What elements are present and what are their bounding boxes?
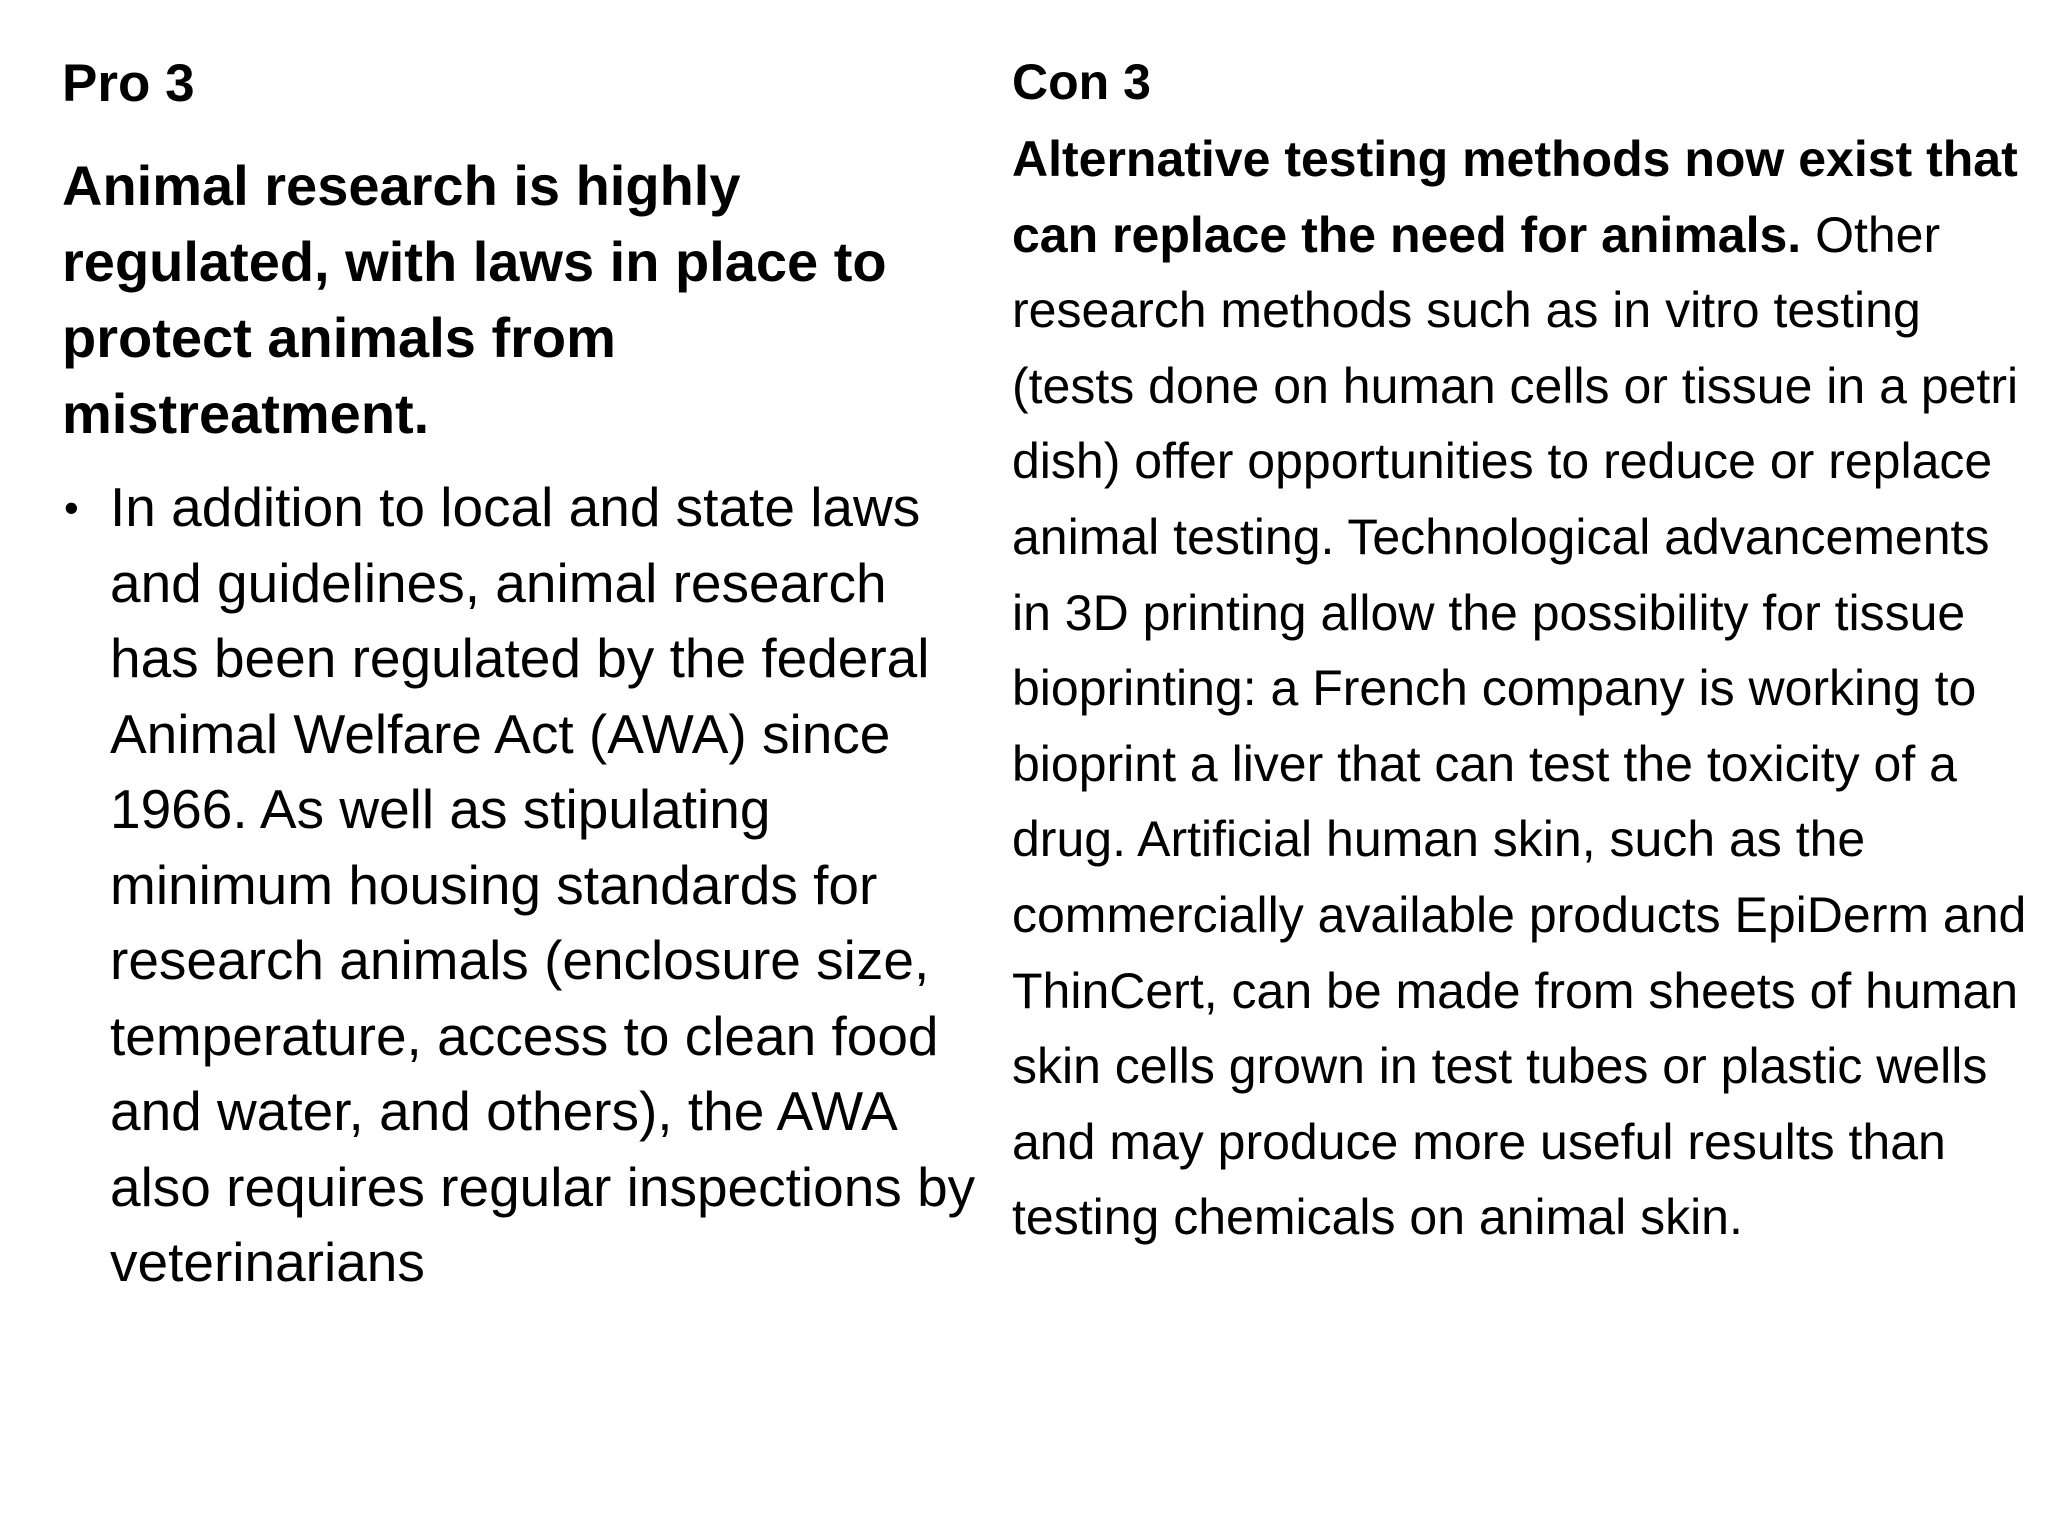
pro-heading: Pro 3: [62, 54, 195, 113]
con-heading: Con 3: [1012, 54, 1151, 110]
pro-bullet-text: In addition to local and state laws and guidelines, animal research has been regulated by the federal Animal Welfare Act (AWA) since 1966. As well as stipulating minimum housing standards for research animals (enclosure size, temperature, access to clean food and water, and others), the AWA also requires regular inspections by veterinarians: [110, 476, 976, 1293]
con-text-block: [1012, 122, 2032, 1256]
con-body: Other research methods such as in vitro testing (tests done on human cells or tissue in a petri dish) offer opportunities to reduce or replace animal testing. Technological advancements in 3D printing allow the possibility for tissue bioprinting: a French company is working to bioprint a liver that can test the toxicity of a drug. Artificial human skin, such as the commercially available products EpiDerm and ThinCert, can be made from sheets of human skin cells grown in test tubes or plastic wells and may produce more useful results than testing chemicals on animal skin.: [1012, 206, 2027, 1246]
pro-bullet-item: [62, 470, 987, 1301]
bullet-icon: •: [64, 484, 79, 531]
pro-bullet-list: [62, 470, 987, 1301]
pro-claim: Animal research is highly regulated, with laws in place to protect animals from mistreatment.: [62, 154, 887, 445]
con-claim: Alternative testing methods now exist that can replace the need for animals.: [1012, 131, 2018, 263]
